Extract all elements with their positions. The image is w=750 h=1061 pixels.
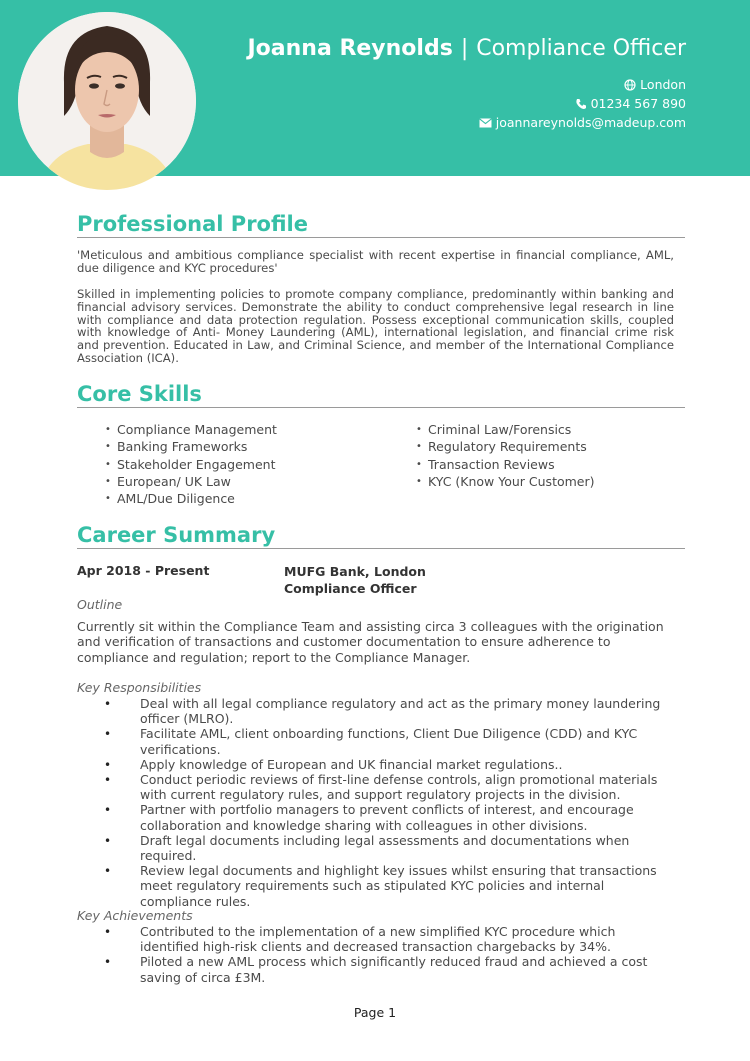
list-item: • Partner with portfolio managers to prevent conflicts of interest, and encourage collaboration and knowledge sharing with colleagues in other divisions. <box>104 802 676 832</box>
name-title-line <box>247 36 686 61</box>
contact-phone <box>575 96 686 111</box>
position-title: Compliance Officer <box>284 581 417 596</box>
envelope-icon <box>479 118 492 128</box>
list-item: • Draft legal documents including legal assessments and documentations when required. <box>104 833 676 863</box>
skill-item: • Stakeholder Engagement <box>105 456 277 473</box>
profile-quote: 'Meticulous and ambitious compliance specialist with recent expertise in financial compliance, AML, due diligence and KYC procedures' <box>77 248 674 275</box>
header-banner <box>0 0 750 176</box>
skills-list-left <box>105 421 277 507</box>
candidate-name: Joanna Reynolds <box>247 36 453 61</box>
globe-icon <box>624 79 636 91</box>
job-title: Compliance Officer <box>476 36 686 61</box>
page-number: Page 1 <box>353 1005 397 1020</box>
phone-icon <box>575 98 587 110</box>
email-link[interactable]: joannareynolds@madeup.com <box>495 115 686 130</box>
name-separator: | <box>460 36 469 61</box>
skill-item: • Transaction Reviews <box>416 456 595 473</box>
skill-item: • Criminal Law/Forensics <box>416 421 595 438</box>
portrait-image <box>18 12 196 190</box>
list-item: • Piloted a new AML process which significantly reduced fraud and achieved a cost saving of circa £3M. <box>104 954 676 984</box>
location-text: London <box>640 77 686 92</box>
achievements-label: Key Achievements <box>77 908 193 923</box>
profile-body: Skilled in implementing policies to promote company compliance, predominantly within banking and financial advisory services. Demonstrate the ability to conduct comprehensive legal research in line with compliance and data protection regulation. Possess exceptional communication skills, coupled with knowledge of Anti- Money Laundering (AML), international legislation, and financial crime risk and prevention. Educated in Law, and Criminal Science, and member of the International Compliance Association (ICA). <box>77 287 674 365</box>
list-item: • Apply knowledge of European and UK financial market regulations.. <box>104 757 676 772</box>
responsibilities-label: Key Responsibilities <box>77 680 202 695</box>
profile-photo <box>18 12 196 190</box>
company-name: MUFG Bank, London <box>284 564 426 579</box>
skill-item: • European/ UK Law <box>105 473 277 490</box>
career-summary-heading: Career Summary <box>77 522 685 549</box>
skill-item: • Banking Frameworks <box>105 438 277 455</box>
list-item: • Conduct periodic reviews of first-line defense controls, align promotional materials with current regulatory rules, and support regulatory projects in the division. <box>104 772 676 802</box>
skills-list-right <box>416 421 595 490</box>
list-item: • Facilitate AML, client onboarding functions, Client Due Diligence (CDD) and KYC verifications. <box>104 726 676 756</box>
skill-item: • AML/Due Diligence <box>105 490 277 507</box>
phone-text[interactable]: 01234 567 890 <box>590 96 686 111</box>
responsibilities-list <box>104 696 676 909</box>
skill-item: • KYC (Know Your Customer) <box>416 473 595 490</box>
outline-label: Outline <box>77 597 123 612</box>
job-date-range: Apr 2018 - Present <box>77 563 210 578</box>
list-item: • Review legal documents and highlight key issues whilst ensuring that transactions meet regulatory requirements such as stipulated KYC policies and internal compliance rules. <box>104 863 676 909</box>
core-skills-heading: Core Skills <box>77 381 685 408</box>
contact-email <box>479 115 686 130</box>
skill-item: • Regulatory Requirements <box>416 438 595 455</box>
professional-profile-heading: Professional Profile <box>77 211 685 238</box>
achievements-list <box>104 924 676 985</box>
contact-location <box>624 77 686 92</box>
outline-text: Currently sit within the Compliance Team and assisting circa 3 colleagues with the origination and verification of transactions and customer documentation to ensure adherence to compliance and regulation; report to the Compliance Manager. <box>77 619 664 665</box>
job-employer <box>284 563 426 597</box>
list-item: • Deal with all legal compliance regulatory and act as the primary money laundering officer (MLRO). <box>104 696 676 726</box>
skill-item: • Compliance Management <box>105 421 277 438</box>
list-item: • Contributed to the implementation of a new simplified KYC procedure which identified high-risk clients and decreased transaction chargebacks by 34%. <box>104 924 676 954</box>
